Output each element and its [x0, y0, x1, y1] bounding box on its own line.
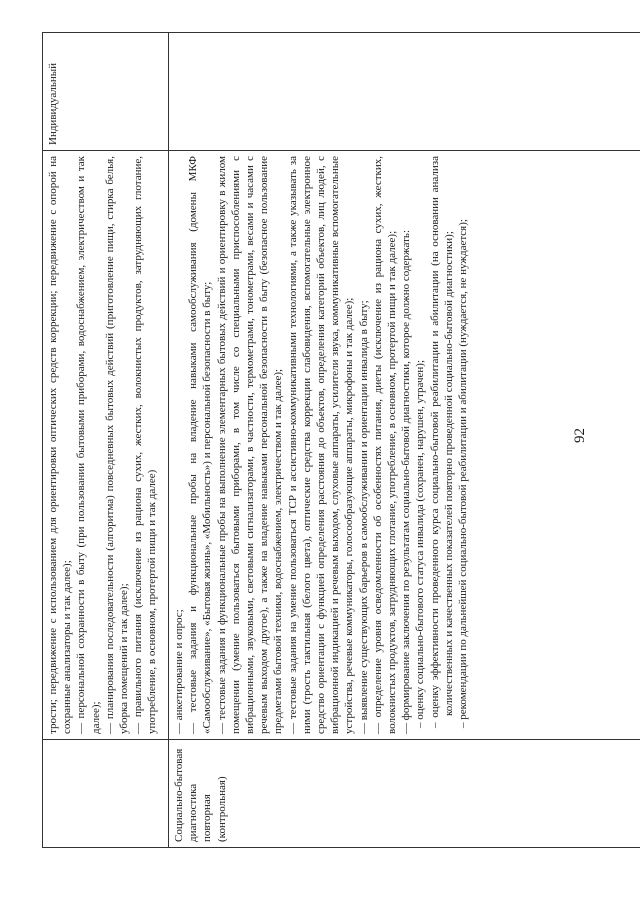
- content-line: — правильного питания (исключение из рациона сухих, жестких, волокнистых продуктов, затрудняющих глотание, употребление, в основном, протертой пищи и так далее): [132, 156, 159, 734]
- services-table: [42, 32, 640, 848]
- service-content-cell: [169, 151, 640, 740]
- conclusion-item: – оценку социально-бытового статуса инвалида (сохранен, нарушен, утрачен);: [414, 359, 427, 728]
- content-line: — персональной сохранности в быту (при пользовании бытовыми приборами, водоснабжением, электричеством и так далее);: [75, 156, 102, 734]
- service-form-cell: Индивидуальный: [43, 33, 169, 151]
- content-line: — определение уровня осведомленности об особенностях питания, диеты (исключение из рациона сухих, жестких, волокнистых продуктов, затрудняющих глотание, употребление, в основном, протертой пищи и так далее);: [371, 156, 399, 734]
- content-line: — тестовые задания и функциональные пробы на выполнение элементарных бытовых действий и ориентировку в жилом помещении (умение пользоваться бытовыми приборами, в том числе со специальными приспособлениями с вибрационными, звуковыми, световыми сигнализаторами, в частности, термометрами, тонометрами, весами и часами с речевым выходом другое), а также на владение навыками персональной безопасности в быту (безопасное пользование предметами бытовой техники, водоснабжением, электричеством и так далее);: [215, 156, 285, 734]
- service-name-cell: [43, 740, 169, 848]
- content-line: — тестовые задания и функциональные пробы на владение навыками самообслуживания (домены МКФ «Самообслуживание», «Бытовая жизнь», «Мобильность») и персональной безопасности в быту;: [187, 156, 214, 734]
- content-line: трости; передвижение с использованием для ориентировки оптических средств коррекции; передвижение с опорой на сохранные анализаторы и так далее);: [47, 156, 74, 734]
- page-number: 92: [572, 428, 588, 443]
- rotated-page-content: [42, 33, 640, 848]
- content-line: — формирование заключения по результатам социально-бытовой диагностики, которое должно содержать:: [400, 229, 413, 734]
- table-row: [43, 33, 169, 848]
- table-row: [169, 33, 640, 848]
- conclusion-item: – оценку эффективности проведенного курса социально-бытовой реабилитации и абилитации (на основании анализа количественных и качественных показателей повторно проведенной социально-бытовой диагностики);: [428, 156, 455, 728]
- conclusion-item: – рекомендации по дальнейшей социально-бытовой реабилитации и абилитации (нуждается, не нуждается);: [457, 219, 470, 728]
- content-line: — тестовые задания на умение пользоваться ТСР и ассистивно-коммуникативными технологиями, а также указывать за ними (трость тактильная (белого цвета), оптические средства коррекции слабовидения, вспомогательные электронное средство ориентации с функцией определения расстояния до объектов, определения категорий объектов, лиц людей, с вибрационной индикацией и речевым выходом, слуховые аппараты, усилители звука, коммуникативные вспомогательные устройства, речевые коммуникаторы, голосообразующие аппараты, микрофоны и так далее);: [286, 156, 356, 734]
- content-line: — анкетирование и опрос;: [173, 609, 185, 734]
- service-name-cell: Социально-бытовая диагностика повторная (контрольная): [169, 740, 640, 848]
- service-form-cell: [169, 33, 640, 151]
- content-line: — планирования последовательности (алгоритма) повседневных бытовых действий (приготовление пищи, стирка белья, уборка помещений и так далее);: [103, 156, 131, 734]
- service-content-cell: [43, 151, 169, 740]
- content-line: — выявление существующих барьеров в самообслуживании и ориентации инвалида в быту;: [357, 300, 370, 734]
